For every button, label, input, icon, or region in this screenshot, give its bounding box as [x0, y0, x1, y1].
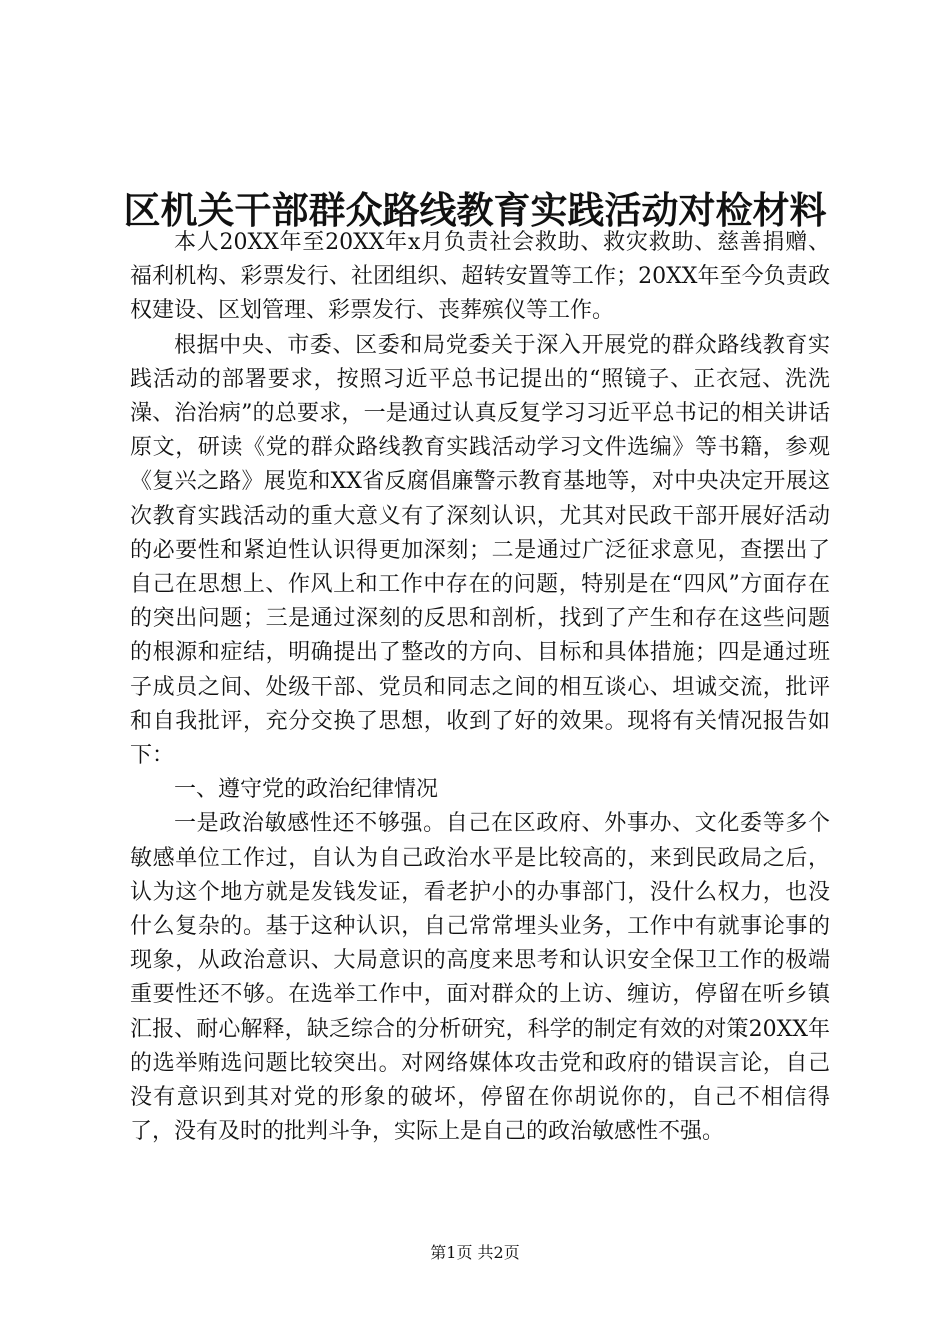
- paragraph-activity-overview: 根据中央、市委、区委和局党委关于深入开展党的群众路线教育实践活动的部署要求，按照习近平总书记提出的“照镜子、正衣冠、洗洗澡、治治病”的总要求，一是通过认真反复学习习近平总书记的相关讲话原文，研读《党的群众路线教育实践活动学习文件选编》等书籍，参观《复兴之路》展览和XX省反腐倡廉警示教育基地等，对中央决定开展这次教育实践活动的重大意义有了深刻认识，尤其对民政干部开展好活动的必要性和紧迫性认识得更加深刻；二是通过广泛征求意见，查摆出了自己在思想上、作风上和工作中存在的问题，特别是在“四风”方面存在的突出问题；三是通过深刻的反思和剖析，找到了产生和存在这些问题的根源和症结，明确提出了整改的方向、目标和具体措施；四是通过班子成员之间、处级干部、党员和同志之间的相互谈心、坦诚交流，批评和自我批评，充分交换了思想，收到了好的效果。现将有关情况报告如下：: [130, 332, 830, 769]
- section-heading: 一、遵守党的政治纪律情况: [174, 777, 439, 803]
- document-title: 区机关干部群众路线教育实践活动对检材料: [123, 188, 827, 232]
- paragraph-responsibilities: 本人20XX年至20XX年x月负责社会救助、救灾救助、慈善捐赠、福利机构、彩票发行、社团组织、超转安置等工作；20XX年至今负责政权建设、区划管理、彩票发行、丧葬殡仪等工作。: [130, 230, 830, 324]
- document-body: [130, 226, 830, 1149]
- page-number: 第1页 共2页: [430, 1243, 520, 1262]
- paragraph-political-sensitivity: 一是政治敏感性还不够强。自己在区政府、外事办、文化委等多个敏感单位工作过，自认为自己政治水平是比较高的，来到民政局之后，认为这个地方就是发钱发证，看老护小的办事部门，没什么权力，也没什么复杂的。基于这种认识，自己常常埋头业务，工作中有就事论事的现象，从政治意识、大局意识的高度来思考和认识安全保卫工作的极端重要性还不够。在选举工作中，面对群众的上访、缠访，停留在听乡镇汇报、耐心解释，缺乏综合的分析研究，科学的制定有效的对策20XX年的选举贿选问题比较突出。对网络媒体攻击党和政府的错误言论，自己没有意识到其对党的形象的破坏，停留在你胡说你的，自己不相信得了，没有及时的批判斗争，实际上是自己的政治敏感性不强。: [130, 811, 830, 1145]
